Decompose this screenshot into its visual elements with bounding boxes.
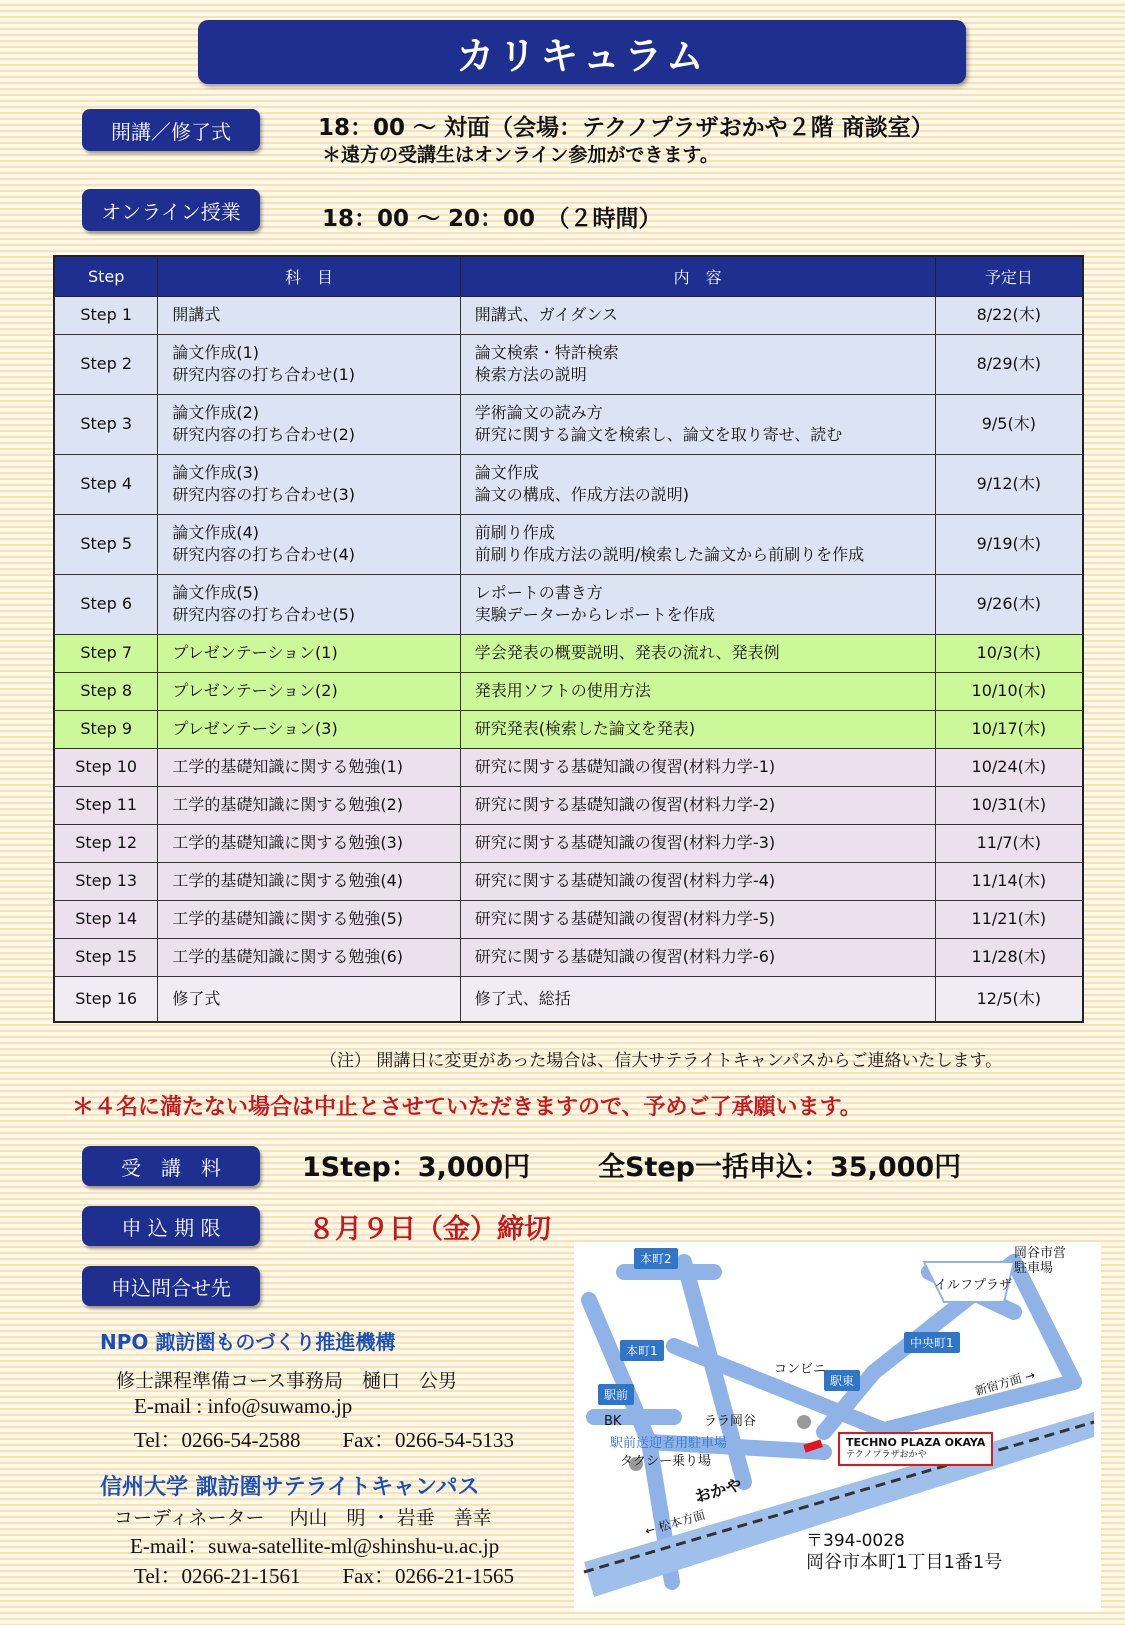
subject-line: 論文作成(2): [172, 403, 259, 422]
cell-date: 8/22(木): [935, 296, 1083, 334]
map-ilf: イルフプラザ: [934, 1278, 1013, 1293]
subject-line: プレゼンテーション(3): [172, 719, 338, 738]
cell-subject: [158, 862, 460, 900]
org2-name: 信州大学 諏訪圏サテライトキャンパス: [100, 1475, 480, 1500]
cell-content: [460, 900, 935, 938]
online-time: 18：00 ～ 20：00 （２時間）: [322, 206, 662, 232]
map-address: 岡谷市本町1丁目1番1号: [806, 1552, 1003, 1573]
map-techno: TECHNO PLAZA OKAYA: [846, 1436, 986, 1449]
table-row: [54, 710, 1083, 748]
subject-line: プレゼンテーション(1): [172, 643, 338, 662]
cell-date: 9/12(木): [935, 454, 1083, 514]
cell-step: Step 10: [54, 748, 158, 786]
table-row: [54, 454, 1083, 514]
cell-date: 10/17(木): [935, 710, 1083, 748]
content-line: 研究に関する基礎知識の復習(材料力学-6): [474, 947, 776, 966]
table-row: [54, 862, 1083, 900]
cell-date: 11/21(木): [935, 900, 1083, 938]
cell-content: [460, 574, 935, 634]
cell-subject: [158, 900, 460, 938]
cell-subject: [158, 672, 460, 710]
subject-line: 研究内容の打ち合わせ(1): [172, 365, 355, 384]
cell-content: [460, 938, 935, 976]
cell-date: 11/28(木): [935, 938, 1083, 976]
subject-line: 研究内容の打ち合わせ(2): [172, 425, 355, 444]
cell-content: [460, 672, 935, 710]
cell-date: 10/3(木): [935, 634, 1083, 672]
map-bk: BK: [604, 1414, 622, 1429]
content-line: 論文検索・特許検索: [474, 343, 619, 362]
cell-subject: [158, 394, 460, 454]
cell-step: Step 3: [54, 394, 158, 454]
table-row: [54, 334, 1083, 394]
cell-subject: [158, 574, 460, 634]
org1-name: NPO 諏訪圏ものづくり推進機構: [100, 1330, 396, 1354]
map-shinjuku: 新宿方面 →: [973, 1367, 1037, 1399]
header-content: 内 容: [460, 256, 935, 296]
cell-step: Step 5: [54, 514, 158, 574]
deadline-value: ８月９日（金）締切: [308, 1214, 551, 1245]
opening-line1: 18：00 ～ 対面（会場：テクノプラザおかや２階 商談室）: [318, 115, 934, 141]
subject-line: 開講式: [172, 305, 221, 324]
cell-step: Step 12: [54, 824, 158, 862]
map-lala: ララ岡谷: [704, 1414, 757, 1429]
header-step: Step: [54, 256, 158, 296]
table-row: [54, 786, 1083, 824]
subject-line: 論文作成(3): [172, 463, 259, 482]
subject-line: 論文作成(1): [172, 343, 259, 362]
cell-content: [460, 334, 935, 394]
map-matsumoto: ← 松本方面: [643, 1507, 707, 1539]
content-line: 前刷り作成: [474, 523, 555, 542]
table-row: [54, 296, 1083, 334]
curriculum-table: [53, 255, 1084, 1023]
subject-line: 工学的基礎知識に関する勉強(5): [172, 909, 403, 928]
content-line: 検索方法の説明: [474, 365, 587, 384]
content-line: 研究に関する基礎知識の復習(材料力学-4): [474, 871, 776, 890]
table-row: [54, 672, 1083, 710]
subject-line: 修了式: [172, 988, 221, 1008]
cancellation-warning: ＊４名に満たない場合は中止とさせていただきますので、予めご了承願います。: [72, 1095, 862, 1120]
cell-content: [460, 514, 935, 574]
content-line: 学会発表の概要説明、発表の流れ、発表例: [474, 643, 780, 662]
cell-step: Step 8: [54, 672, 158, 710]
subject-line: 工学的基礎知識に関する勉強(2): [172, 795, 403, 814]
map-pickup: 駅前送迎者用駐車場: [610, 1436, 728, 1451]
opening-line2: ＊遠方の受講生はオンライン参加ができます。: [322, 144, 719, 166]
cell-date: 11/7(木): [935, 824, 1083, 862]
cell-date: 9/5(木): [935, 394, 1083, 454]
deadline-label: 申 込 期 限: [82, 1206, 260, 1246]
cell-step: Step 6: [54, 574, 158, 634]
online-label: オンライン授業: [82, 189, 260, 231]
org1-phone: Tel：0266-54-2588 Fax：0266-54-5133: [134, 1428, 514, 1452]
opening-label: 開講／修了式: [82, 109, 260, 151]
cell-content: [460, 454, 935, 514]
content-line: 実験データーからレポートを作成: [474, 605, 715, 624]
cell-content: [460, 394, 935, 454]
cell-step: Step 2: [54, 334, 158, 394]
cell-subject: [158, 938, 460, 976]
subject-line: 工学的基礎知識に関する勉強(1): [172, 757, 403, 776]
page-title: カリキュラム: [198, 20, 966, 84]
cell-subject: [158, 334, 460, 394]
subject-line: 工学的基礎知識に関する勉強(6): [172, 947, 403, 966]
table-row: [54, 394, 1083, 454]
cell-step: Step 14: [54, 900, 158, 938]
content-line: 発表用ソフトの使用方法: [474, 681, 651, 700]
cell-date: 10/24(木): [935, 748, 1083, 786]
table-row: [54, 514, 1083, 574]
map-convenience: コンビニ: [774, 1362, 827, 1377]
map-parking-city: 岡谷市営駐車場: [1014, 1246, 1067, 1276]
org2-phone: Tel：0266-21-1561 Fax：0266-21-1565: [134, 1564, 514, 1588]
table-row: [54, 938, 1083, 976]
contact-label: 申込問合せ先: [82, 1266, 260, 1306]
table-row: [54, 824, 1083, 862]
cell-subject: [158, 710, 460, 748]
org1-email[interactable]: E-mail : info@suwamo.jp: [134, 1394, 353, 1418]
cell-date: 10/31(木): [935, 786, 1083, 824]
subject-line: 研究内容の打ち合わせ(5): [172, 605, 355, 624]
cell-step: Step 1: [54, 296, 158, 334]
map-honmachi1: 本町1: [620, 1340, 664, 1361]
cell-content: [460, 710, 935, 748]
content-line: 開講式、ガイダンス: [474, 305, 618, 324]
header-subject: 科 目: [158, 256, 460, 296]
cell-subject: [158, 824, 460, 862]
map-ekimae: 駅前: [598, 1384, 634, 1405]
content-line: 研究に関する基礎知識の復習(材料力学-5): [474, 909, 776, 928]
subject-line: 論文作成(5): [172, 583, 259, 602]
cell-subject: [158, 634, 460, 672]
subject-line: 工学的基礎知識に関する勉強(4): [172, 871, 403, 890]
cell-step: Step 4: [54, 454, 158, 514]
cell-date: 11/14(木): [935, 862, 1083, 900]
header-date: 予定日: [935, 256, 1083, 296]
table-row: [54, 634, 1083, 672]
cell-content: [460, 748, 935, 786]
cell-subject: [158, 514, 460, 574]
access-map: [574, 1242, 1101, 1612]
org2-email[interactable]: E-mail：suwa-satellite-ml@shinshu-u.ac.jp: [130, 1534, 500, 1558]
org1-person: 修士課程準備コース事務局 樋口 公男: [116, 1370, 458, 1392]
fee-label: 受 講 料: [82, 1146, 260, 1186]
subject-line: 論文作成(4): [172, 523, 259, 542]
cell-step: Step 16: [54, 976, 158, 1022]
change-note: （注） 開講日に変更があった場合は、信大サテライトキャンパスからご連絡いたします。: [320, 1051, 1003, 1071]
cell-date: 10/10(木): [935, 672, 1083, 710]
content-line: 研究発表(検索した論文を発表): [474, 719, 696, 738]
cell-content: [460, 296, 935, 334]
cell-step: Step 13: [54, 862, 158, 900]
content-line: 研究に関する基礎知識の復習(材料力学-2): [474, 795, 776, 814]
content-line: レポートの書き方: [474, 583, 603, 602]
content-line: 学術論文の読み方: [474, 403, 603, 422]
cell-step: Step 11: [54, 786, 158, 824]
table-row: [54, 976, 1083, 1022]
subject-line: プレゼンテーション(2): [172, 681, 338, 700]
cell-date: 9/19(木): [935, 514, 1083, 574]
cell-content: [460, 824, 935, 862]
map-taxi: タクシー乗り場: [620, 1454, 712, 1469]
table-row: [54, 574, 1083, 634]
map-honmachi2: 本町2: [634, 1248, 678, 1269]
cell-step: Step 9: [54, 710, 158, 748]
cell-subject: [158, 976, 460, 1022]
table-row: [54, 900, 1083, 938]
cell-subject: [158, 748, 460, 786]
subject-line: 研究内容の打ち合わせ(4): [172, 545, 355, 564]
cell-date: 12/5(木): [935, 976, 1083, 1022]
content-line: 論文作成: [474, 463, 539, 482]
table-row: [54, 748, 1083, 786]
map-okaya: おかや: [692, 1474, 744, 1507]
content-line: 研究に関する基礎知識の復習(材料力学-1): [474, 757, 776, 776]
cell-subject: [158, 296, 460, 334]
org2-person: コーディネーター 内山 明 ・ 岩垂 善幸: [114, 1507, 492, 1529]
cell-content: [460, 862, 935, 900]
map-chuocho1: 中央町1: [904, 1332, 960, 1353]
content-line: 研究に関する論文を検索し、論文を取り寄せ、読む: [474, 425, 843, 444]
table-header-row: [54, 256, 1083, 296]
map-techno-box: [838, 1432, 993, 1466]
content-line: 研究に関する基礎知識の復習(材料力学-3): [474, 833, 776, 852]
fee-all: 全Step一括申込：35,000円: [598, 1152, 962, 1183]
cell-subject: [158, 786, 460, 824]
cell-date: 9/26(木): [935, 574, 1083, 634]
content-line: 論文の構成、作成方法の説明): [474, 485, 689, 504]
map-techno-kana: テクノプラザおかや: [846, 1450, 927, 1460]
map-ekihigashi: 駅東: [824, 1370, 860, 1391]
cell-subject: [158, 454, 460, 514]
cell-date: 8/29(木): [935, 334, 1083, 394]
cell-content: [460, 786, 935, 824]
content-line: 修了式、総括: [474, 988, 571, 1008]
cell-content: [460, 976, 935, 1022]
cell-step: Step 15: [54, 938, 158, 976]
fee-single: 1Step：3,000円: [302, 1152, 531, 1183]
map-postal: 〒394-0028: [806, 1531, 905, 1551]
subject-line: 研究内容の打ち合わせ(3): [172, 485, 355, 504]
content-line: 前刷り作成方法の説明/検索した論文から前刷りを作成: [474, 545, 865, 564]
cell-content: [460, 634, 935, 672]
cell-step: Step 7: [54, 634, 158, 672]
subject-line: 工学的基礎知識に関する勉強(3): [172, 833, 403, 852]
